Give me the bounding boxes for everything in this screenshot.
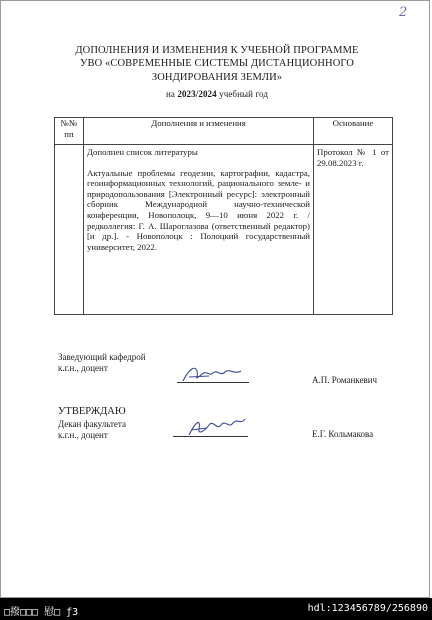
change-title: Дополнен список литературы — [87, 147, 198, 157]
title-line-1: ДОПОЛНЕНИЯ И ИЗМЕНЕНИЯ К УЧЕБНОЙ ПРОГРАММЕ — [75, 45, 359, 56]
title-line-3: ЗОНДИРОВАНИЯ ЗЕМЛИ» — [151, 72, 283, 83]
header-number — [55, 118, 84, 145]
title-line-2: УВО «СОВРЕМЕННЫЕ СИСТЕМЫ ДИСТАНЦИОННОГО — [80, 58, 354, 69]
head-rank: к.г.н., доцент — [58, 363, 108, 373]
header-changes: Дополнения и изменения — [84, 118, 314, 145]
header-number-line2: пп — [64, 128, 74, 139]
head-title: Заведующий кафедрой — [58, 352, 146, 362]
year-suffix: учебный год — [219, 89, 269, 99]
head-name: А.П. Романкевич — [312, 375, 378, 385]
dean-name: Е.Г. Кольмакова — [312, 429, 374, 439]
year-prefix: на — [165, 89, 175, 99]
handle-identifier[interactable]: hdl:123456789/256890 — [307, 603, 428, 614]
change-text: Актуальные проблемы геодезии, картографии, кадастра, геоинформационных технологий, рационального земле- и природопользования [Электронный ресурс]: электронный сборник Международной научно-технической конференции, Новополоцк, 9—10 июня 2022 г. / редколлегия: Г. А. Шароглазова (ответственный редактор) [и др.]. - Новополоцк : Полоцкий государственный университет, 2022. — [87, 167, 310, 252]
table-header-row — [55, 118, 393, 145]
head-signature-line — [177, 382, 249, 383]
page-number: 2 — [399, 5, 408, 20]
table-row — [55, 145, 393, 315]
dean-signature-line — [173, 436, 248, 437]
basis-text: Протокол № 1 от 29.08.2023 г. — [317, 147, 389, 168]
dean-title: Декан факультета — [58, 419, 126, 429]
row-basis-cell — [314, 145, 393, 315]
header-basis: Основание — [314, 118, 393, 145]
year-value: 2023/2024 — [177, 89, 217, 99]
academic-year — [41, 87, 393, 101]
status-left-text: □撥□□□ 慰□ ƒ3 — [4, 607, 79, 618]
changes-table — [54, 117, 393, 315]
row-changes-cell — [84, 145, 314, 315]
dean-rank: к.г.н., доцент — [58, 430, 108, 440]
header-number-line1: №№ — [60, 118, 78, 128]
viewer-status-bar — [0, 598, 432, 620]
approve-label: УТВЕРЖДАЮ — [58, 406, 126, 417]
row-number-cell — [55, 145, 84, 315]
